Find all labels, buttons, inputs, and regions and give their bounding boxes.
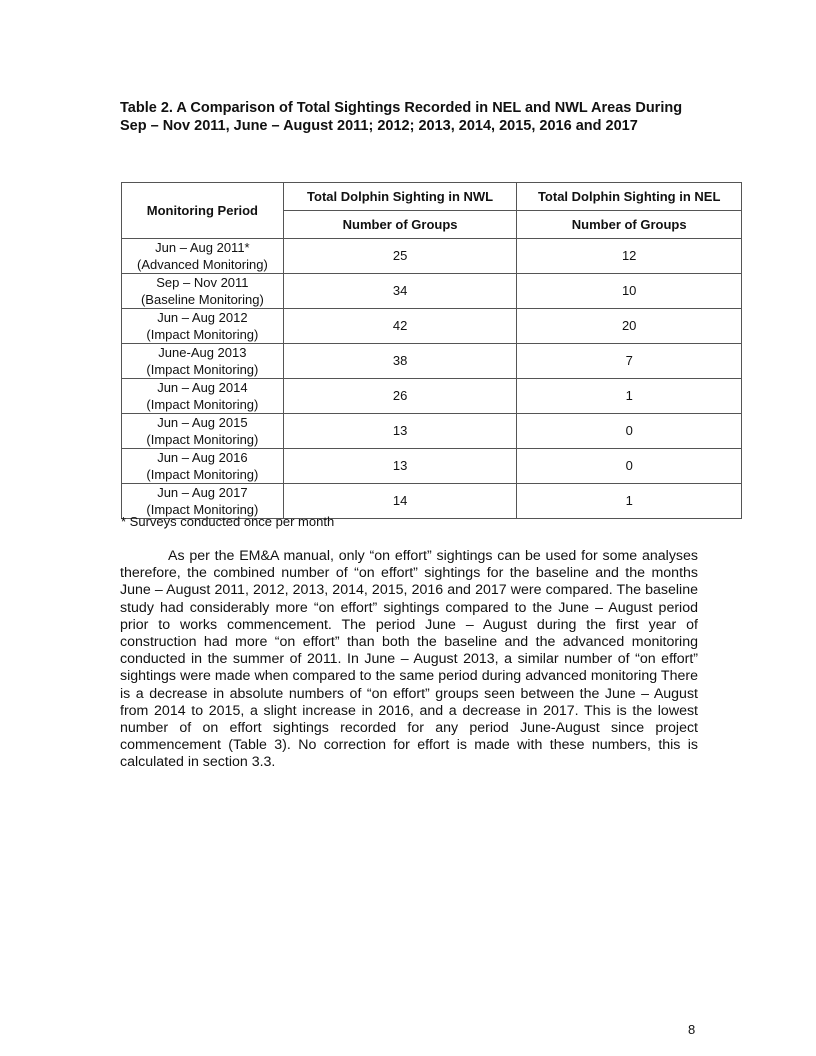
sightings-table (121, 182, 742, 519)
nel-value: 20 (517, 309, 742, 344)
nwl-value: 42 (283, 309, 517, 344)
table-row (122, 309, 742, 344)
period-cell (122, 379, 284, 414)
table-row (122, 414, 742, 449)
nwl-value: 14 (283, 484, 517, 519)
subheader-nwl: Number of Groups (283, 211, 517, 239)
table-caption: Table 2. A Comparison of Total Sightings Recorded in NEL and NWL Areas During Sep – Nov 2011, June – August 2011; 2012; 2013, 2014, 2015, 2016 and 2017 (120, 100, 683, 134)
period-cell (122, 309, 284, 344)
monitoring-type: (Impact Monitoring) (146, 502, 259, 517)
monitoring-type: (Baseline Monitoring) (140, 292, 264, 307)
nwl-value: 13 (283, 414, 517, 449)
period-label: Jun – Aug 2014 (157, 380, 248, 395)
nel-value: 1 (517, 484, 742, 519)
period-cell (122, 344, 284, 379)
table-row (122, 344, 742, 379)
monitoring-type: (Advanced Monitoring) (136, 257, 268, 272)
subheader-nel: Number of Groups (517, 211, 742, 239)
monitoring-type: (Impact Monitoring) (146, 327, 259, 342)
nwl-value: 26 (283, 379, 517, 414)
monitoring-type: (Impact Monitoring) (146, 362, 259, 377)
period-cell (122, 449, 284, 484)
period-label: Jun – Aug 2011* (155, 240, 250, 255)
nwl-value: 34 (283, 274, 517, 309)
monitoring-type: (Impact Monitoring) (146, 432, 259, 447)
table-row (122, 239, 742, 274)
monitoring-type: (Impact Monitoring) (146, 397, 259, 412)
nel-value: 0 (517, 449, 742, 484)
nel-value: 12 (517, 239, 742, 274)
period-cell (122, 274, 284, 309)
header-nel: Total Dolphin Sighting in NEL (517, 183, 742, 211)
body-paragraph: As per the EM&A manual, only “on effort” sightings can be used for some analyses therefore, the combined number of “on effort” sightings for the baseline and the months June – August 2011, 2012, 2013, 2014, 2015, 2016 and 2017 were compared. The baseline study had considerably more “on effort” sightings compared to the June – August period prior to works commencement. The period June – August during the first year of construction had more “on effort” than both the baseline and the advanced monitoring conducted in the summer of 2011. In June – August 2013, a similar number of “on effort” sightings were made when compared to the same period during advanced monitoring There is a decrease in absolute numbers of “on effort” groups seen between the June – August from 2014 to 2015, a slight increase in 2016, and a decrease in 2017. This is the lowest number of on effort sightings recorded for any period June-August since project commencement (Table 3). No correction for effort is made with these numbers, this is calculated in section 3.3. (120, 548, 698, 771)
nwl-value: 38 (283, 344, 517, 379)
period-label: June-Aug 2013 (158, 345, 247, 360)
nel-value: 7 (517, 344, 742, 379)
nwl-value: 25 (283, 239, 517, 274)
period-label: Jun – Aug 2016 (157, 450, 248, 465)
period-label: Sep – Nov 2011 (156, 275, 249, 290)
period-label: Jun – Aug 2015 (157, 415, 248, 430)
page-number: 8 (688, 1022, 696, 1037)
period-cell (122, 239, 284, 274)
monitoring-type: (Impact Monitoring) (146, 467, 259, 482)
nel-value: 1 (517, 379, 742, 414)
table-row (122, 274, 742, 309)
header-monitoring-period: Monitoring Period (122, 183, 284, 239)
nwl-value: 13 (283, 449, 517, 484)
header-nwl: Total Dolphin Sighting in NWL (283, 183, 517, 211)
period-label: Jun – Aug 2012 (157, 310, 248, 325)
table-footnote: * Surveys conducted once per month (121, 514, 335, 529)
period-label: Jun – Aug 2017 (157, 485, 248, 500)
nel-value: 10 (517, 274, 742, 309)
nel-value: 0 (517, 414, 742, 449)
table-row (122, 449, 742, 484)
table-header-row (122, 183, 742, 211)
period-cell (122, 414, 284, 449)
table-row (122, 379, 742, 414)
